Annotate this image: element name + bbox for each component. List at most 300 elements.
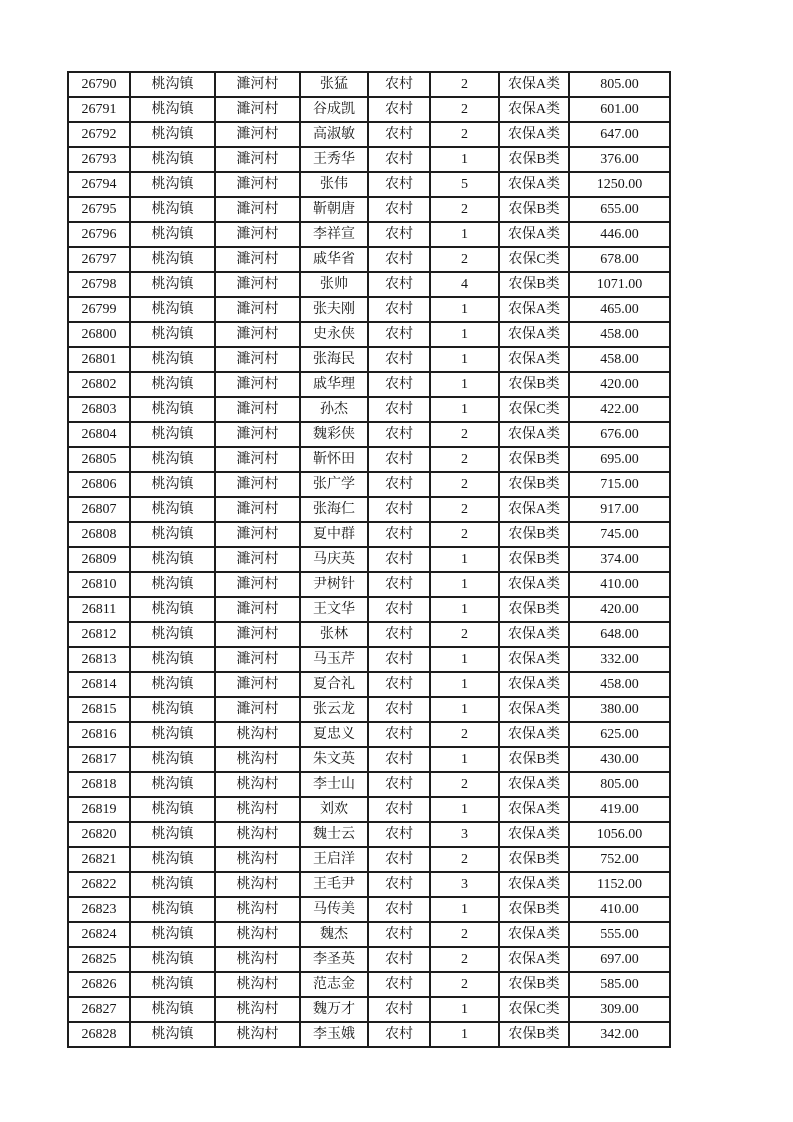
cell-village: 濉河村: [215, 397, 300, 422]
cell-serial-number: 26801: [68, 347, 130, 372]
cell-person-name: 张猛: [300, 72, 368, 97]
cell-person-name: 张林: [300, 622, 368, 647]
cell-insurance-category: 农保A类: [499, 122, 569, 147]
cell-person-count: 2: [430, 472, 499, 497]
cell-serial-number: 26790: [68, 72, 130, 97]
cell-amount: 458.00: [569, 672, 670, 697]
table-row: [68, 422, 670, 447]
cell-insurance-category: 农保C类: [499, 997, 569, 1022]
table-row: [68, 372, 670, 397]
cell-insurance-category: 农保A类: [499, 797, 569, 822]
cell-person-count: 1: [430, 747, 499, 772]
cell-village: 桃沟村: [215, 822, 300, 847]
cell-village: 濉河村: [215, 72, 300, 97]
cell-person-count: 2: [430, 622, 499, 647]
cell-person-count: 2: [430, 497, 499, 522]
cell-household-type: 农村: [368, 897, 430, 922]
cell-serial-number: 26822: [68, 872, 130, 897]
cell-person-name: 孙杰: [300, 397, 368, 422]
cell-amount: 1071.00: [569, 272, 670, 297]
cell-household-type: 农村: [368, 447, 430, 472]
cell-amount: 655.00: [569, 197, 670, 222]
cell-person-count: 2: [430, 722, 499, 747]
cell-village: 濉河村: [215, 172, 300, 197]
cell-amount: 376.00: [569, 147, 670, 172]
cell-person-name: 高淑敏: [300, 122, 368, 147]
cell-person-name: 马玉芹: [300, 647, 368, 672]
cell-person-count: 2: [430, 522, 499, 547]
cell-person-name: 戚华省: [300, 247, 368, 272]
cell-town: 桃沟镇: [130, 397, 215, 422]
cell-household-type: 农村: [368, 372, 430, 397]
cell-village: 濉河村: [215, 697, 300, 722]
cell-person-name: 史永侠: [300, 322, 368, 347]
cell-household-type: 农村: [368, 972, 430, 997]
cell-household-type: 农村: [368, 97, 430, 122]
cell-person-count: 1: [430, 647, 499, 672]
cell-town: 桃沟镇: [130, 1022, 215, 1047]
cell-amount: 625.00: [569, 722, 670, 747]
table-row: [68, 897, 670, 922]
cell-town: 桃沟镇: [130, 472, 215, 497]
cell-town: 桃沟镇: [130, 372, 215, 397]
cell-serial-number: 26803: [68, 397, 130, 422]
cell-person-count: 1: [430, 697, 499, 722]
cell-person-count: 2: [430, 72, 499, 97]
cell-serial-number: 26819: [68, 797, 130, 822]
cell-serial-number: 26798: [68, 272, 130, 297]
cell-amount: 420.00: [569, 372, 670, 397]
cell-household-type: 农村: [368, 172, 430, 197]
cell-village: 桃沟村: [215, 722, 300, 747]
cell-person-name: 夏忠义: [300, 722, 368, 747]
table-row: [68, 122, 670, 147]
cell-person-name: 张云龙: [300, 697, 368, 722]
cell-amount: 410.00: [569, 572, 670, 597]
cell-person-name: 张夫刚: [300, 297, 368, 322]
table-row: [68, 597, 670, 622]
cell-serial-number: 26825: [68, 947, 130, 972]
cell-serial-number: 26817: [68, 747, 130, 772]
cell-household-type: 农村: [368, 547, 430, 572]
cell-person-count: 1: [430, 147, 499, 172]
cell-person-name: 王毛尹: [300, 872, 368, 897]
cell-serial-number: 26821: [68, 847, 130, 872]
cell-town: 桃沟镇: [130, 797, 215, 822]
cell-town: 桃沟镇: [130, 497, 215, 522]
cell-village: 桃沟村: [215, 872, 300, 897]
cell-person-name: 张帅: [300, 272, 368, 297]
cell-insurance-category: 农保B类: [499, 597, 569, 622]
cell-village: 濉河村: [215, 372, 300, 397]
cell-household-type: 农村: [368, 947, 430, 972]
cell-person-name: 马庆英: [300, 547, 368, 572]
cell-person-name: 靳怀田: [300, 447, 368, 472]
cell-serial-number: 26818: [68, 772, 130, 797]
cell-town: 桃沟镇: [130, 897, 215, 922]
cell-amount: 430.00: [569, 747, 670, 772]
table-row: [68, 572, 670, 597]
cell-household-type: 农村: [368, 772, 430, 797]
cell-household-type: 农村: [368, 72, 430, 97]
cell-village: 桃沟村: [215, 797, 300, 822]
cell-insurance-category: 农保B类: [499, 847, 569, 872]
cell-person-count: 2: [430, 247, 499, 272]
cell-town: 桃沟镇: [130, 597, 215, 622]
cell-insurance-category: 农保C类: [499, 397, 569, 422]
cell-town: 桃沟镇: [130, 647, 215, 672]
cell-serial-number: 26791: [68, 97, 130, 122]
table-row: [68, 322, 670, 347]
cell-household-type: 农村: [368, 397, 430, 422]
cell-amount: 745.00: [569, 522, 670, 547]
cell-town: 桃沟镇: [130, 972, 215, 997]
cell-insurance-category: 农保A类: [499, 497, 569, 522]
cell-town: 桃沟镇: [130, 322, 215, 347]
cell-village: 濉河村: [215, 147, 300, 172]
cell-serial-number: 26794: [68, 172, 130, 197]
cell-serial-number: 26805: [68, 447, 130, 472]
table-body: [68, 72, 670, 1047]
cell-household-type: 农村: [368, 647, 430, 672]
table-row: [68, 447, 670, 472]
cell-person-count: 1: [430, 572, 499, 597]
cell-insurance-category: 农保A类: [499, 872, 569, 897]
cell-amount: 458.00: [569, 347, 670, 372]
cell-town: 桃沟镇: [130, 222, 215, 247]
cell-person-name: 尹树针: [300, 572, 368, 597]
cell-amount: 648.00: [569, 622, 670, 647]
cell-amount: 678.00: [569, 247, 670, 272]
cell-insurance-category: 农保A类: [499, 322, 569, 347]
cell-town: 桃沟镇: [130, 197, 215, 222]
cell-town: 桃沟镇: [130, 97, 215, 122]
cell-person-name: 戚华理: [300, 372, 368, 397]
cell-amount: 676.00: [569, 422, 670, 447]
cell-village: 濉河村: [215, 322, 300, 347]
cell-town: 桃沟镇: [130, 247, 215, 272]
cell-household-type: 农村: [368, 797, 430, 822]
cell-person-count: 2: [430, 847, 499, 872]
cell-insurance-category: 农保A类: [499, 647, 569, 672]
cell-serial-number: 26808: [68, 522, 130, 547]
cell-person-name: 魏彩侠: [300, 422, 368, 447]
cell-insurance-category: 农保B类: [499, 147, 569, 172]
cell-insurance-category: 农保A类: [499, 722, 569, 747]
cell-person-count: 3: [430, 822, 499, 847]
cell-amount: 422.00: [569, 397, 670, 422]
cell-serial-number: 26792: [68, 122, 130, 147]
cell-village: 濉河村: [215, 222, 300, 247]
cell-person-count: 1: [430, 672, 499, 697]
cell-town: 桃沟镇: [130, 547, 215, 572]
cell-serial-number: 26809: [68, 547, 130, 572]
cell-town: 桃沟镇: [130, 872, 215, 897]
cell-town: 桃沟镇: [130, 72, 215, 97]
table-row: [68, 397, 670, 422]
cell-person-count: 2: [430, 922, 499, 947]
cell-town: 桃沟镇: [130, 122, 215, 147]
cell-town: 桃沟镇: [130, 822, 215, 847]
cell-town: 桃沟镇: [130, 997, 215, 1022]
cell-person-count: 2: [430, 197, 499, 222]
cell-serial-number: 26796: [68, 222, 130, 247]
cell-insurance-category: 农保A类: [499, 97, 569, 122]
table-row: [68, 972, 670, 997]
cell-amount: 647.00: [569, 122, 670, 147]
cell-person-count: 2: [430, 947, 499, 972]
table-row: [68, 647, 670, 672]
table-row: [68, 547, 670, 572]
cell-household-type: 农村: [368, 997, 430, 1022]
cell-person-name: 马传美: [300, 897, 368, 922]
cell-serial-number: 26795: [68, 197, 130, 222]
cell-person-name: 李圣英: [300, 947, 368, 972]
cell-village: 濉河村: [215, 247, 300, 272]
cell-household-type: 农村: [368, 322, 430, 347]
cell-amount: 715.00: [569, 472, 670, 497]
cell-village: 桃沟村: [215, 997, 300, 1022]
table-row: [68, 97, 670, 122]
cell-village: 濉河村: [215, 122, 300, 147]
table-row: [68, 872, 670, 897]
insurance-roster-table: [67, 71, 671, 1048]
cell-town: 桃沟镇: [130, 747, 215, 772]
cell-insurance-category: 农保B类: [499, 897, 569, 922]
cell-person-count: 2: [430, 97, 499, 122]
cell-household-type: 农村: [368, 922, 430, 947]
cell-village: 濉河村: [215, 672, 300, 697]
cell-village: 濉河村: [215, 497, 300, 522]
cell-amount: 805.00: [569, 772, 670, 797]
cell-person-name: 王文华: [300, 597, 368, 622]
cell-household-type: 农村: [368, 572, 430, 597]
cell-insurance-category: 农保A类: [499, 297, 569, 322]
cell-amount: 555.00: [569, 922, 670, 947]
cell-village: 濉河村: [215, 522, 300, 547]
cell-village: 濉河村: [215, 597, 300, 622]
cell-person-name: 靳朝唐: [300, 197, 368, 222]
table-row: [68, 472, 670, 497]
cell-serial-number: 26816: [68, 722, 130, 747]
cell-insurance-category: 农保A类: [499, 922, 569, 947]
table-row: [68, 822, 670, 847]
cell-town: 桃沟镇: [130, 622, 215, 647]
cell-amount: 410.00: [569, 897, 670, 922]
cell-person-count: 1: [430, 547, 499, 572]
cell-village: 濉河村: [215, 547, 300, 572]
table-row: [68, 622, 670, 647]
cell-serial-number: 26797: [68, 247, 130, 272]
cell-person-count: 2: [430, 422, 499, 447]
cell-person-name: 夏合礼: [300, 672, 368, 697]
cell-insurance-category: 农保B类: [499, 547, 569, 572]
cell-serial-number: 26828: [68, 1022, 130, 1047]
cell-household-type: 农村: [368, 872, 430, 897]
cell-serial-number: 26824: [68, 922, 130, 947]
cell-serial-number: 26811: [68, 597, 130, 622]
cell-household-type: 农村: [368, 272, 430, 297]
cell-household-type: 农村: [368, 122, 430, 147]
cell-town: 桃沟镇: [130, 347, 215, 372]
table-row: [68, 947, 670, 972]
table-row: [68, 172, 670, 197]
cell-insurance-category: 农保B类: [499, 272, 569, 297]
cell-serial-number: 26793: [68, 147, 130, 172]
cell-town: 桃沟镇: [130, 172, 215, 197]
cell-amount: 374.00: [569, 547, 670, 572]
cell-amount: 309.00: [569, 997, 670, 1022]
cell-amount: 380.00: [569, 697, 670, 722]
cell-amount: 465.00: [569, 297, 670, 322]
cell-household-type: 农村: [368, 747, 430, 772]
table-row: [68, 747, 670, 772]
cell-insurance-category: 农保B类: [499, 197, 569, 222]
cell-person-name: 李祥宣: [300, 222, 368, 247]
table-row: [68, 797, 670, 822]
cell-insurance-category: 农保B类: [499, 972, 569, 997]
cell-person-name: 魏杰: [300, 922, 368, 947]
cell-serial-number: 26823: [68, 897, 130, 922]
cell-town: 桃沟镇: [130, 772, 215, 797]
cell-serial-number: 26815: [68, 697, 130, 722]
cell-town: 桃沟镇: [130, 722, 215, 747]
cell-serial-number: 26812: [68, 622, 130, 647]
cell-household-type: 农村: [368, 697, 430, 722]
cell-insurance-category: 农保C类: [499, 247, 569, 272]
cell-serial-number: 26813: [68, 647, 130, 672]
cell-person-name: 张伟: [300, 172, 368, 197]
cell-person-name: 张海民: [300, 347, 368, 372]
cell-insurance-category: 农保A类: [499, 622, 569, 647]
cell-town: 桃沟镇: [130, 672, 215, 697]
cell-village: 濉河村: [215, 347, 300, 372]
cell-amount: 1250.00: [569, 172, 670, 197]
cell-town: 桃沟镇: [130, 947, 215, 972]
table-row: [68, 197, 670, 222]
cell-insurance-category: 农保A类: [499, 697, 569, 722]
cell-amount: 805.00: [569, 72, 670, 97]
table-row: [68, 522, 670, 547]
cell-household-type: 农村: [368, 247, 430, 272]
cell-village: 濉河村: [215, 447, 300, 472]
cell-insurance-category: 农保B类: [499, 472, 569, 497]
cell-serial-number: 26806: [68, 472, 130, 497]
table-row: [68, 347, 670, 372]
cell-town: 桃沟镇: [130, 447, 215, 472]
cell-serial-number: 26804: [68, 422, 130, 447]
cell-household-type: 农村: [368, 847, 430, 872]
table-row: [68, 697, 670, 722]
cell-town: 桃沟镇: [130, 297, 215, 322]
cell-person-count: 1: [430, 797, 499, 822]
cell-household-type: 农村: [368, 622, 430, 647]
table-row: [68, 147, 670, 172]
cell-insurance-category: 农保B类: [499, 522, 569, 547]
cell-village: 桃沟村: [215, 972, 300, 997]
cell-serial-number: 26820: [68, 822, 130, 847]
cell-person-name: 范志金: [300, 972, 368, 997]
cell-amount: 1152.00: [569, 872, 670, 897]
cell-insurance-category: 农保A类: [499, 772, 569, 797]
cell-person-count: 1: [430, 372, 499, 397]
cell-household-type: 农村: [368, 222, 430, 247]
cell-village: 濉河村: [215, 97, 300, 122]
cell-person-count: 3: [430, 872, 499, 897]
cell-village: 桃沟村: [215, 772, 300, 797]
cell-person-count: 1: [430, 347, 499, 372]
cell-household-type: 农村: [368, 147, 430, 172]
cell-serial-number: 26814: [68, 672, 130, 697]
cell-insurance-category: 农保A类: [499, 422, 569, 447]
cell-village: 濉河村: [215, 472, 300, 497]
cell-village: 濉河村: [215, 297, 300, 322]
cell-village: 桃沟村: [215, 947, 300, 972]
cell-town: 桃沟镇: [130, 522, 215, 547]
cell-village: 濉河村: [215, 647, 300, 672]
cell-serial-number: 26826: [68, 972, 130, 997]
cell-household-type: 农村: [368, 297, 430, 322]
cell-person-name: 魏士云: [300, 822, 368, 847]
cell-village: 濉河村: [215, 197, 300, 222]
table-row: [68, 922, 670, 947]
cell-village: 桃沟村: [215, 747, 300, 772]
cell-household-type: 农村: [368, 822, 430, 847]
cell-town: 桃沟镇: [130, 272, 215, 297]
cell-household-type: 农村: [368, 472, 430, 497]
cell-serial-number: 26807: [68, 497, 130, 522]
cell-person-count: 1: [430, 1022, 499, 1047]
cell-amount: 1056.00: [569, 822, 670, 847]
cell-serial-number: 26810: [68, 572, 130, 597]
cell-person-name: 张广学: [300, 472, 368, 497]
cell-amount: 420.00: [569, 597, 670, 622]
cell-person-name: 夏中群: [300, 522, 368, 547]
cell-insurance-category: 农保A类: [499, 822, 569, 847]
cell-person-count: 1: [430, 397, 499, 422]
cell-household-type: 农村: [368, 197, 430, 222]
cell-village: 桃沟村: [215, 897, 300, 922]
cell-town: 桃沟镇: [130, 422, 215, 447]
cell-insurance-category: 农保A类: [499, 572, 569, 597]
cell-person-count: 2: [430, 772, 499, 797]
cell-insurance-category: 农保A类: [499, 347, 569, 372]
cell-village: 濉河村: [215, 422, 300, 447]
cell-amount: 752.00: [569, 847, 670, 872]
table-row: [68, 847, 670, 872]
cell-person-name: 刘欢: [300, 797, 368, 822]
cell-amount: 446.00: [569, 222, 670, 247]
cell-household-type: 农村: [368, 597, 430, 622]
cell-insurance-category: 农保A类: [499, 672, 569, 697]
table-row: [68, 772, 670, 797]
cell-village: 濉河村: [215, 622, 300, 647]
cell-person-name: 王秀华: [300, 147, 368, 172]
cell-person-count: 4: [430, 272, 499, 297]
cell-village: 桃沟村: [215, 847, 300, 872]
cell-serial-number: 26802: [68, 372, 130, 397]
cell-village: 桃沟村: [215, 922, 300, 947]
cell-amount: 458.00: [569, 322, 670, 347]
cell-person-name: 张海仁: [300, 497, 368, 522]
cell-amount: 332.00: [569, 647, 670, 672]
cell-person-name: 李玉娥: [300, 1022, 368, 1047]
cell-insurance-category: 农保B类: [499, 1022, 569, 1047]
cell-town: 桃沟镇: [130, 697, 215, 722]
cell-person-name: 李士山: [300, 772, 368, 797]
table-row: [68, 297, 670, 322]
cell-serial-number: 26827: [68, 997, 130, 1022]
